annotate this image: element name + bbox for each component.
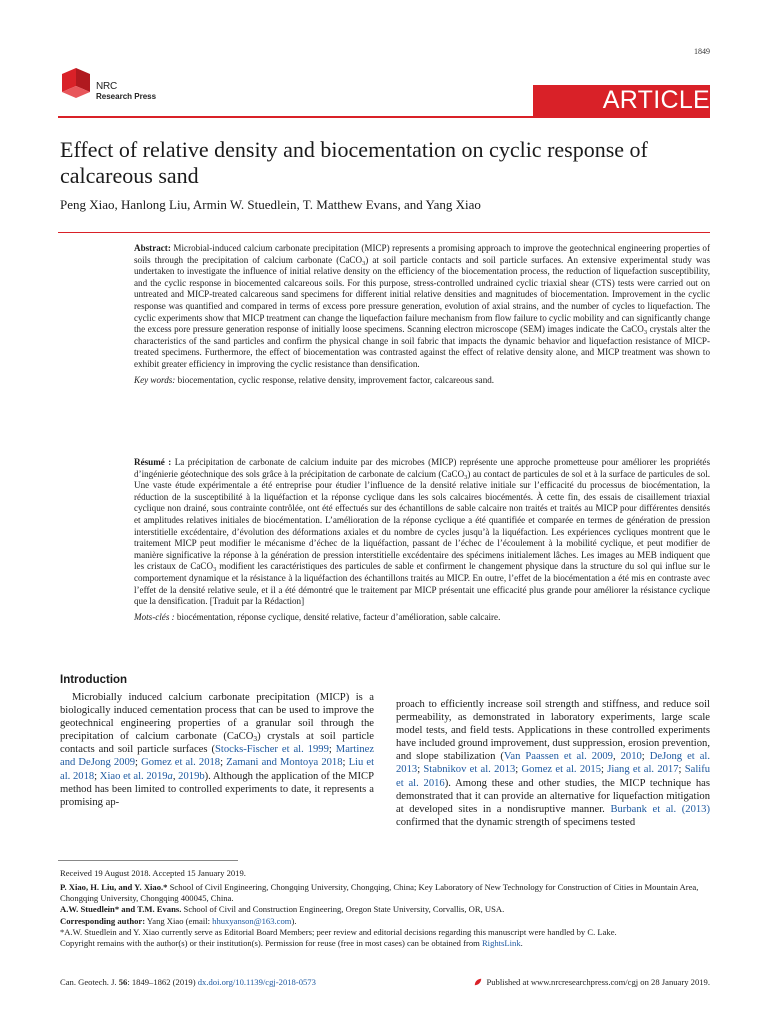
corresponding-author-label: Corresponding author: (60, 915, 146, 926)
leaf-icon (474, 978, 482, 986)
email-link[interactable]: hhuxyanson@163.com (212, 915, 292, 926)
affiliation-1-text: School of Civil Engineering, Chongqing University, Chongqing, China; Key Laboratory of New Technology for Construction of Cities in Mountain Area, Chongqing University, Chongqing 400045, China. (60, 882, 699, 903)
header-divider (58, 116, 710, 118)
intro-left-column (60, 691, 374, 809)
intro-paragraph-left (60, 691, 374, 809)
citation-separator: , (172, 770, 179, 782)
keywords-text: biocementation, cyclic response, relative density, improvement factor, calcareous sand. (175, 374, 495, 385)
intro-left-part-1: Microbially induced calcium carbonate precipitation (MICP) is a biologically induced cementation process that can be used to improve the geotechnical engineering properties of a granular soil through the precipitation of calcium carbonate (CaCO (60, 692, 374, 743)
intro-left-part-2: ) crystals at soil particle contacts and soil particle surfaces ( (60, 731, 374, 756)
journal-pages: : 1849–1862 (2019) (127, 977, 198, 987)
abstract-keywords (134, 375, 710, 387)
citation-separator: ; (135, 757, 142, 769)
published-notice (474, 977, 710, 987)
journal-citation (60, 977, 316, 987)
citation-separator: ; (94, 770, 100, 782)
nrc-logo[interactable] (58, 64, 158, 124)
abstract-part-1: Microbial-induced calcium carbonate precipitation (MICP) represents a promising approach to improve the geotechnical engineering properties of soils through the precipitation of calcium carbonate (CaCO (134, 243, 710, 265)
logo-press-text: Research Press (96, 92, 157, 101)
abstract-part-3: crystals alter the characteristics of the sand particles and confirm the physical change in soil fabric that impacts the dynamic behavior and liquefaction resistance of MICP-treated specimens. Furthermore, the effect of biocementation was contrasted against the effect of relative density alone, and MICP treatment was shown to exhibit greater efficiency in improving the cyclic resistance than densification. (134, 324, 710, 369)
citation-link-suffix[interactable]: a (167, 770, 173, 782)
mots-cles-label: Mots-clés : (134, 611, 175, 622)
affiliation-2-text: School of Civil and Construction Engineering, Oregon State University, Corvallis, OR, USA. (181, 904, 505, 915)
doi-link[interactable]: dx.doi.org/10.1139/cgj-2018-0573 (197, 977, 316, 987)
resume-label: Résumé : (134, 457, 172, 467)
intro-left-part-3: ). Although the application of the MICP method has been limited to controlled experiments to date, it represents a promising ap- (60, 770, 375, 808)
citation-link[interactable]: 2010 (620, 751, 642, 763)
affiliation-1 (60, 882, 710, 903)
article-type-banner: ARTICLE (533, 85, 710, 116)
abstract-section (134, 243, 710, 390)
received-date: Received 19 August 2018. Accepted 15 January 2019. (60, 868, 246, 878)
citation-separator: ; (678, 764, 685, 776)
abstract-subscript-2: 3 (643, 329, 648, 337)
journal-name: Can. Geotech. J. (60, 977, 119, 987)
citation-link[interactable]: Gomez et al. 2015 (521, 764, 602, 776)
abstract-subscript-1: 3 (362, 259, 366, 267)
published-text: Published at www.nrcresearchpress.com/cgj on 28 January 2019. (486, 977, 710, 987)
corresponding-author-end: ). (291, 915, 297, 926)
citation-separator: ; (601, 764, 608, 776)
citation-link[interactable]: Van Paassen et al. 2009 (503, 751, 613, 763)
citation-separator: ; (328, 744, 336, 756)
intro-right-part-3: confirmed that the dynamic strength of specimens tested (396, 816, 636, 828)
citation-link[interactable]: Burbank et al. (2013) (610, 803, 710, 815)
intro-right-column (396, 698, 710, 829)
citation-link[interactable]: Gomez et al. 2018 (141, 757, 221, 769)
citation-separator: ; (342, 757, 349, 769)
rightslink-link[interactable]: RightsLink (481, 938, 521, 949)
citation-link[interactable]: 2019b (178, 770, 205, 782)
corresponding-author-text: Yang Xiao (email: (145, 915, 213, 926)
resume-text (134, 457, 710, 608)
resume-part-3: modifient les caractéristiques des particules de sable et confirment le changement physique dans la structure du sol qui influe sur le comportement dynamique et la résistance à la liquéfaction des échantillons traités au MICP. En outre, l’effet de la biocémentation a été mis en contraste avec l’effet de la densité relative seule, et il a été démontré que le traitement par MICP présentait une efficacité plus grande pour améliorer la résistance cyclique que la densification. [Traduit par la Rédaction] (134, 561, 710, 607)
affiliation-2-label: A.W. Stuedlein* and T.M. Evans. (60, 904, 182, 915)
abstract-text (134, 243, 710, 371)
citation-link[interactable]: Stabnikov et al. 2013 (423, 764, 516, 776)
intro-right-part-2: ). Among these and other studies, the MICP technique has demonstrated that it can provide an alternative for liquefaction mitigation at developed sites in a nondisruptive manner. (396, 777, 710, 815)
author-list: Peng Xiao, Hanlong Liu, Armin W. Stuedlein, T. Matthew Evans, and Yang Xiao (60, 197, 481, 212)
editorial-note: *A.W. Stuedlein and Y. Xiao currently serve as Editorial Board Members; peer review and editorial decisions regarding this manuscript were handled by C. Lake. (60, 927, 617, 938)
citation-link[interactable]: Salifu et al. 2016 (396, 764, 711, 789)
affiliation-1-label: P. Xiao, H. Liu, and Y. Xiao.* (60, 882, 168, 893)
citation-link[interactable]: Xiao et al. 2019 (99, 770, 168, 782)
intro-paragraph-right (396, 698, 710, 829)
mots-cles-text: biocémentation, réponse cyclique, densité relative, facteur d’amélioration, sable calcaire. (174, 611, 501, 622)
resume-keywords (134, 612, 710, 624)
intro-right-part-1: proach to efficiently increase soil strength and stiffness, and reduce soil permeability, as demonstrated in laboratory experiments, large scale model tests, and field tests. Applications in these controlled experiments have included ground improvement, dust suppression, erosion prevention, and slope stabilization ( (396, 699, 710, 763)
affiliation-2 (60, 904, 710, 914)
corresponding-author (60, 916, 710, 926)
citation-separator: , (612, 751, 621, 763)
copyright-text: Copyright remains with the author(s) or their institution(s). Permission for reuse (free in most cases) can be obtained from (60, 938, 482, 949)
citation-link[interactable]: Stocks-Fischer et al. 1999 (214, 744, 329, 756)
citation-separator: ; (220, 757, 227, 769)
keywords-label: Key words: (134, 374, 176, 385)
abstract-part-2: ) at soil particle contacts and soil particle surfaces. An extensive experimental study was undertaken to investigate the influence of initial relative density on the efficiency of the biocementation process, the reduction of liquefaction susceptibility, and the cyclic response in biocemented calcareous soils. For this purpose, stress-controlled undrained cyclic triaxial shear (CTS) tests were carried out on untreated and MICP-treated calcareous sand specimens for different initial relative densities and magnitudes of biocementation. Improvement in the cyclic response was quantified and compared in terms of excess pore pressure generation, evolution of axial strains, and the number of cycles to liquefaction. The cyclic experiments show that MICP treatment can change the liquefaction failure mechanism from flow failure to cyclic mobility and can significantly change the excess pore pressure generation response of initially loose specimens. Scanning electron microscope (SEM) images indicate the CaCO (134, 254, 710, 335)
citation-link[interactable]: DeJong et al. 2013 (396, 751, 710, 776)
resume-part-1: La précipitation de carbonate de calcium induite par des microbes (MICP) représente une approche prometteuse pour améliorer les propriétés d’ingénierie géotechnique des sols grâce à la précipitation de carbonate de calcium (CaCO (134, 457, 710, 479)
citation-link[interactable]: Martinez and DeJong 2009 (60, 744, 375, 769)
citation-link[interactable]: Jiang et al. 2017 (607, 764, 679, 776)
resume-subscript-2: 3 (213, 566, 217, 574)
citation-separator: ; (641, 751, 650, 763)
intro-subscript: 3 (253, 734, 258, 744)
copyright-notice (60, 938, 710, 948)
title-divider (58, 232, 710, 233)
abstract-label: Abstract: (134, 243, 171, 253)
logo-nrc-text: NRC (96, 81, 118, 92)
citation-separator: ; (417, 764, 424, 776)
resume-subscript-1: 3 (464, 473, 468, 481)
resume-part-2: ) au contact de particules de sol et à la surface de particules de sol. Une vaste étude expérimentale a été entreprise pour étudier l’influence de la densité relative initiale sur l’efficacité du processus de biocémentation, la réduction de la susceptibilité à la liquéfaction et la réponse cyclique dans les sols calcaires biocémentés. À cette fin, des essais de cisaillement triaxial cyclique non drainé, sous contrainte contrôlée, ont été effectués sur des échantillons de sable calcaire non traités et traités au MICP pour différentes densités et amplitudes relatives initiales de biocémentation. L’amélioration de la réponse cyclique a été quantifiée et comparée en termes de génération de pression interstitielle excédentaire, d’évolution des déformations axiales et du nombre de cycles jusqu’à la liquéfaction. Les expériences cycliques montrent que le traitement MICP peut modifier le mécanisme d’échec de la liquéfaction, passant de l’échec de l’écoulement à la mobilité cyclique, et peut modifier de manière significative la réponse à la génération de pression interstitielle excédentaire des spécimens initialement lâches. Les images au MEB indiquent que les cristaux de CaCO (134, 468, 710, 572)
citation-separator: ; (515, 764, 522, 776)
journal-volume: 56 (118, 977, 128, 987)
resume-section (134, 457, 710, 627)
citation-link[interactable]: Zamani and Montoya 2018 (226, 757, 343, 769)
citation-link[interactable]: Liu et al. 2018 (60, 757, 375, 782)
copyright-end: . (520, 938, 523, 949)
article-title: Effect of relative density and biocementation on cyclic response of calcareous sand (60, 137, 648, 188)
footnotes-section (60, 868, 710, 950)
page-number: 1849 (694, 47, 710, 56)
footnote-divider (58, 860, 238, 861)
nrc-logo-icon (58, 64, 94, 104)
introduction-heading: Introduction (60, 674, 128, 686)
